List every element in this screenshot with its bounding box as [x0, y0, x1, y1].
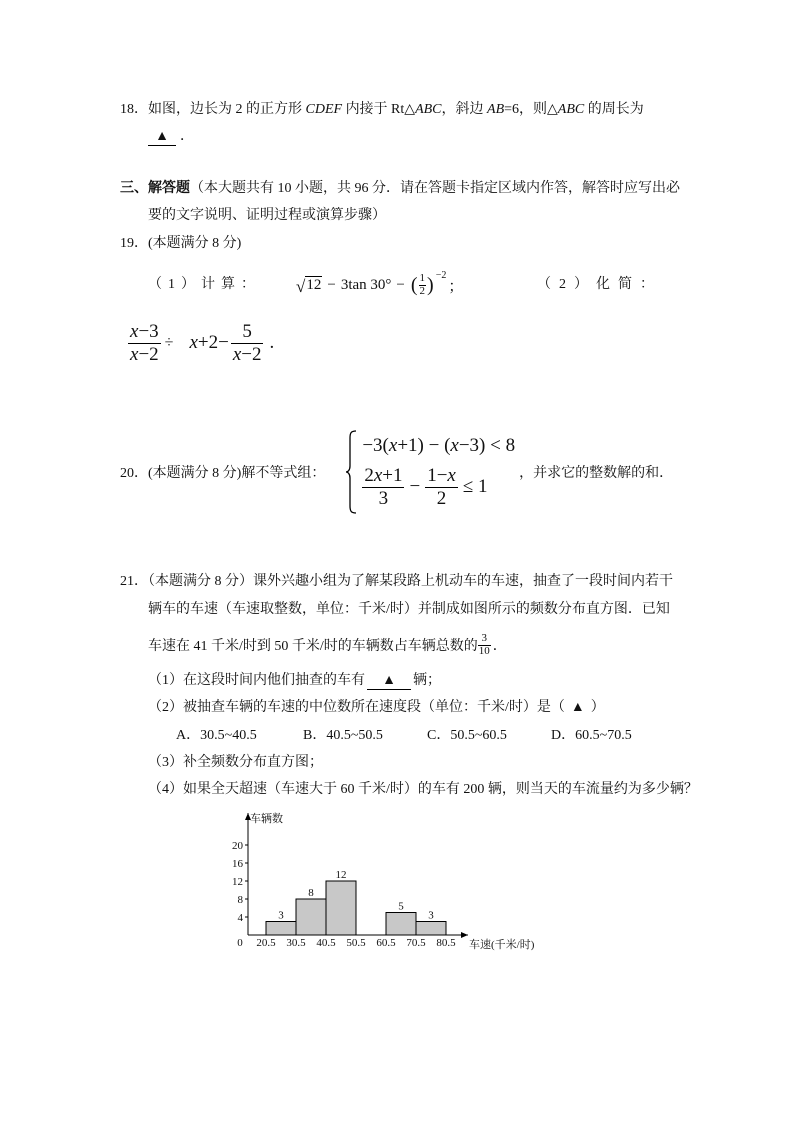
right-paren: )	[427, 274, 434, 296]
bar-value-label: 12	[335, 869, 347, 881]
fraction-denominator: 2	[419, 284, 426, 297]
sub-text: 补全频数分布直方图；	[183, 755, 323, 770]
q21-score: （本题满分 8 分）	[148, 574, 253, 589]
sub-label: （4）	[148, 782, 183, 797]
radicand: 12	[306, 277, 322, 294]
q21-sub2	[148, 699, 605, 717]
x-tick-label: 20.5	[256, 937, 276, 949]
sub-text: 在这段时间内他们抽查的车有	[183, 673, 365, 688]
exponent: −2	[435, 270, 447, 281]
section3-heading	[120, 180, 680, 198]
fraction-one-half	[419, 273, 427, 297]
q21-text: 车速在 41 千米/时到 50 千米/时的车辆数占车辆总数的	[148, 639, 478, 654]
divisor-expression: x+2−	[189, 332, 229, 353]
q20-row	[120, 430, 673, 514]
sub-text: 如果全天超速（车速大于 60 千米/时）的车有 200 辆，则当天的车流量约为多少辆？	[183, 782, 698, 797]
fraction-2x-plus-1-over-3	[362, 465, 404, 510]
answer-blank: ▲	[367, 673, 411, 690]
x-tick-label: 50.5	[346, 937, 366, 949]
fraction-numerator: 3	[481, 631, 488, 644]
q21-line3-end: ．	[492, 639, 507, 654]
q18-hypotenuse-name: AB	[487, 102, 505, 117]
sqrt-term	[296, 275, 322, 294]
q19-part1-label: （1）计算：	[148, 277, 261, 292]
fraction-numerator: x−3	[130, 320, 159, 342]
bar-value-label: 8	[308, 887, 314, 899]
histogram-bar	[326, 881, 356, 935]
x-axis-label: 车速(千米/时)	[469, 939, 535, 951]
sub-label: （1）	[148, 673, 183, 688]
x-tick-label: 30.5	[286, 937, 306, 949]
fraction-denominator: x−2	[232, 343, 262, 365]
sub-label: （2）	[148, 700, 183, 715]
q21-line2: 辆车的车速（车速取整数，单位：千米/时）并制成如图所示的频数分布直方图．已知	[148, 602, 670, 617]
x-tick-label: 80.5	[436, 937, 456, 949]
section-description: （本大题共有 10 小题，共 96 分．请在答题卡指定区域内作答，解答时应写出必	[190, 181, 680, 196]
section3-description-cont: 要的文字说明、证明过程或演算步骤）	[148, 208, 386, 223]
relation: ≤ 1	[462, 476, 488, 497]
left-brace-icon	[345, 430, 357, 514]
q20-number: 20．	[120, 466, 148, 481]
q21-sub1	[148, 672, 441, 690]
x-tick-label: 70.5	[406, 937, 426, 949]
option-text: 30.5~40.5	[200, 728, 257, 743]
y-tick-label: 16	[232, 858, 243, 870]
q21-line3	[148, 631, 507, 659]
bar-value-label: 3	[278, 909, 284, 922]
sub-text: 被抽查车辆的车速的中位数所在速度段（单位：千米/时）是（	[183, 700, 565, 715]
option-letter: C．	[427, 728, 451, 743]
bar-value-label: 5	[398, 900, 404, 913]
option-letter: B．	[303, 728, 327, 743]
q18-number: 18．	[120, 102, 148, 117]
y-tick-label: 20	[232, 840, 243, 852]
y-tick-label: 12	[232, 876, 243, 888]
fraction-1-minus-x-over-2	[425, 465, 458, 510]
fraction-3-over-10	[478, 633, 491, 657]
y-axis-label: 车辆数	[250, 813, 283, 825]
q20-instruction: 解不等式组：	[241, 466, 326, 481]
x-tick-label: 60.5	[376, 937, 396, 949]
sub-end: 辆；	[413, 673, 441, 688]
fraction-5-over-x-minus-2	[231, 321, 264, 366]
minus-operator: −	[396, 276, 405, 293]
radical-sign: √	[296, 276, 306, 296]
inequality-lines	[360, 431, 515, 513]
q20-score: (本题满分 8 分)	[148, 466, 242, 481]
option-letter: A．	[176, 728, 201, 743]
minus-operator: −	[409, 476, 421, 497]
option-c	[427, 727, 507, 745]
fraction-denominator: x−2	[130, 343, 159, 365]
option-text: 50.5~60.5	[450, 728, 507, 743]
q18-line2	[148, 128, 194, 146]
histogram-bar	[296, 899, 326, 935]
minus-operator: −	[327, 276, 336, 293]
fraction-denominator: 10	[478, 644, 490, 657]
fraction-numerator: 5	[242, 320, 252, 342]
option-text: 60.5~70.5	[575, 728, 632, 743]
option-a	[176, 727, 257, 745]
q18-text: ，斜边	[441, 102, 488, 117]
q21-text: 课外兴趣小组为了解某段路上机动车的车速，抽查了一段时间内若干	[253, 574, 673, 589]
divide-operator: ÷	[164, 334, 174, 351]
fraction-x-minus-3-over-x-minus-2	[128, 321, 161, 366]
q18-end: ．	[180, 129, 194, 144]
q18-text: 的周长为	[584, 102, 644, 117]
q18-text: 内接于 Rt△	[342, 102, 416, 117]
y-tick-label: 4	[237, 912, 243, 924]
q18-triangle-name: ABC	[557, 102, 585, 117]
option-letter: D．	[551, 728, 576, 743]
x-tick-label: 40.5	[316, 937, 336, 949]
fraction-denominator: 2	[425, 487, 458, 510]
q18-line1	[120, 101, 644, 119]
option-text: 40.5~50.5	[326, 728, 383, 743]
origin-label: 0	[237, 937, 243, 949]
q19-header	[120, 235, 241, 253]
q19-part1-expression	[296, 269, 463, 301]
q21-number: 21．	[120, 574, 148, 589]
period: .	[269, 332, 275, 353]
bar-value-label: 3	[428, 909, 434, 922]
fraction-numerator: 1−x	[427, 464, 456, 486]
q19-number: 19．	[120, 236, 148, 251]
semicolon: ；	[448, 278, 464, 295]
inequality-1: −3(x+1) − (x−3) < 8	[362, 435, 516, 456]
q21-sub3	[148, 754, 323, 772]
q19-score: (本题满分 8 分)	[148, 236, 242, 251]
q18-text: 如图，边长为 2 的正方形	[148, 102, 306, 117]
fraction-numerator: 2x+1	[364, 464, 403, 486]
inequality-2	[360, 461, 515, 513]
section-title: 解答题	[148, 181, 190, 196]
q21-sub4	[148, 781, 698, 799]
fraction-denominator: 3	[362, 487, 404, 510]
answer-blank: ▲	[570, 700, 585, 715]
option-b	[303, 727, 383, 745]
tan-term: 3tan 30°	[340, 276, 392, 293]
sub-label: （3）	[148, 755, 183, 770]
q19-part2-label: （2）化简：	[537, 277, 662, 292]
q18-text: =6，则△	[504, 102, 558, 117]
y-tick-label: 8	[237, 894, 243, 906]
speed-frequency-histogram	[220, 805, 550, 955]
q19-part2-expression	[128, 317, 274, 369]
histogram-bar	[386, 913, 416, 936]
inequality-system	[345, 430, 515, 514]
sub-end: ）	[590, 700, 605, 715]
q18-square-name: CDEF	[305, 102, 343, 117]
answer-blank: ▲	[148, 129, 176, 146]
left-paren: (	[410, 274, 418, 296]
x-axis-arrow-icon	[461, 932, 468, 938]
section-number: 三、	[120, 181, 148, 196]
fraction-numerator: 1	[419, 271, 426, 284]
option-d	[551, 727, 632, 745]
q20-tail: ，并求它的整数解的和．	[519, 466, 674, 481]
q21-line1	[120, 573, 673, 591]
q18-triangle-name: ABC	[415, 102, 442, 117]
histogram-bar	[266, 922, 296, 936]
histogram-bar	[416, 922, 446, 936]
